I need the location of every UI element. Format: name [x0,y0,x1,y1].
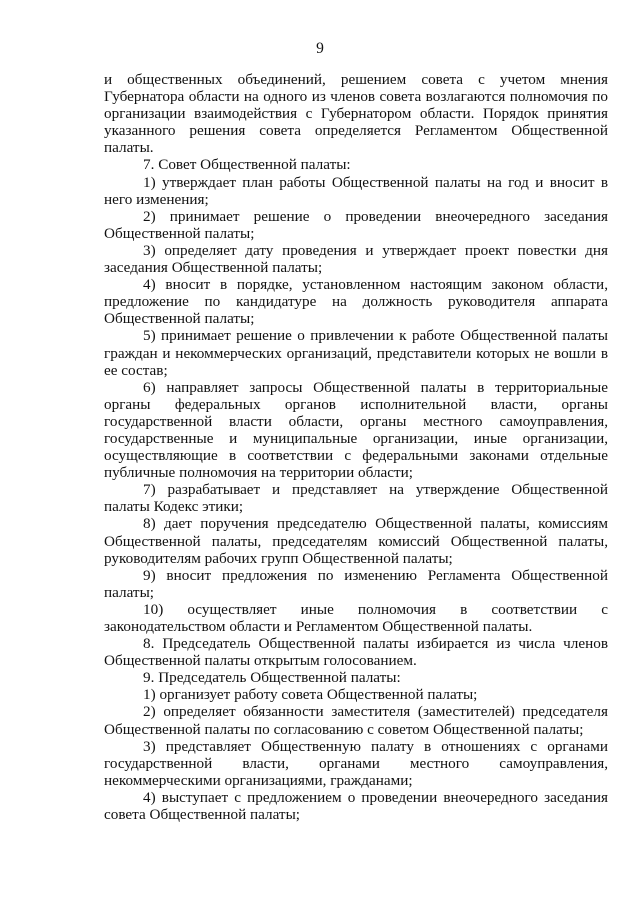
paragraph-9-item-4: 4) выступает с предложением о проведении внеочередного заседания совета Общественной палаты; [104,788,608,824]
paragraph-7-item-8: 8) дает поручения председателю Общественной палаты, комиссиям Общественной палаты, председателям комиссий Общественной палаты, руководителям рабочих групп Общественной палаты; [104,515,608,567]
paragraph-section-8: 8. Председатель Общественной палаты избирается из числа членов Общественной палаты открытым голосованием. [104,635,608,670]
paragraph-7-item-4: 4) вносит в порядке, установленном настоящим законом области, предложение по кандидатуре на должность руководителя аппарата Общественной палаты; [104,276,608,328]
paragraph-9-item-2: 2) определяет обязанности заместителя (заместителей) председателя Общественной палаты по согласованию с советом Общественной палаты; [104,703,608,738]
document-body [104,71,608,823]
page-number: 9 [316,40,324,57]
paragraph-section-9-heading: 9. Председатель Общественной палаты: [143,669,401,687]
paragraph-7-item-7: 7) разрабатывает и представляет на утверждение Общественной палаты Кодекс этики; [104,481,608,516]
paragraph-7-item-9: 9) вносит предложения по изменению Регламента Общественной палаты; [104,566,608,601]
paragraph-7-item-5: 5) принимает решение о привлечении к работе Общественной палаты граждан и некоммерческих организаций, представители которых не вошли в ее состав; [104,327,608,379]
paragraph-9-item-1: 1) организует работу совета Общественной палаты; [143,686,478,704]
paragraph-7-item-2: 2) принимает решение о проведении внеочередного заседания Общественной палаты; [104,207,608,242]
paragraph-continuation: и общественных объединений, решением совета с учетом мнения Губернатора области на одного из членов совета возлагаются полномочия по организации взаимодействия с Губернатором области. Порядок принятия указанного решения совета определяется Регламентом Общественной палаты. [104,71,608,157]
paragraph-7-item-1: 1) утверждает план работы Общественной палаты на год и вносит в него изменения; [104,173,608,208]
paragraph-7-item-3: 3) определяет дату проведения и утверждает проект повестки дня заседания Общественной палаты; [104,241,608,277]
paragraph-9-item-3: 3) представляет Общественную палату в отношениях с органами государственной власти, органами местного самоуправления, некоммерческими организациями, гражданами; [104,737,608,789]
paragraph-7-item-6: 6) направляет запросы Общественной палаты в территориальные органы федеральных органов исполнительной власти, органы государственной власти области, органы местного самоуправления, государственные и муниципальные организации, иные организации, осуществляющие в соответствии с федеральными законами отдельные публичные полномочия на территории области; [104,378,608,482]
paragraph-section-7-heading: 7. Совет Общественной палаты: [143,156,351,174]
paragraph-7-item-10: 10) осуществляет иные полномочия в соответствии с законодательством области и Регламентом Общественной палаты. [104,600,608,635]
